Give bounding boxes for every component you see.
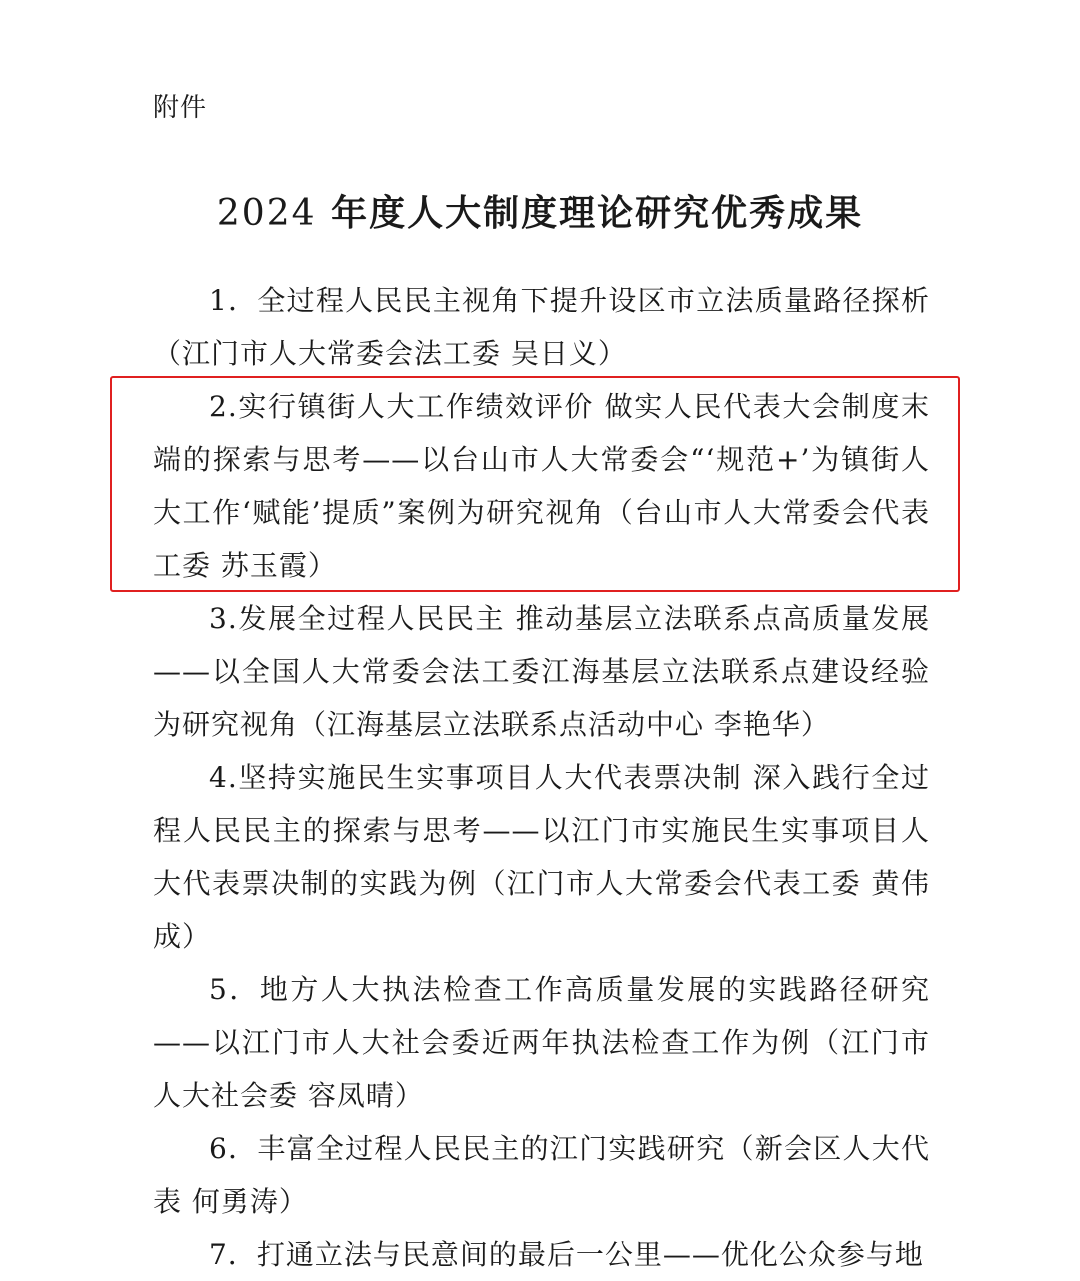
results-list [153, 274, 930, 1281]
list-item: 4.坚持实施民生实事项目人大代表票决制 深入践行全过程人民民主的探索与思考——以江门市实施民生实事项目人大代表票决制的实践为例（江门市人大常委会代表工委 黄伟成） [153, 761, 930, 953]
attachment-label: 附件 [153, 93, 208, 123]
list-item: 1．全过程人民民主视角下提升设区市立法质量路径探析（江门市人大常委会法工委 吴日义） [153, 284, 930, 370]
list-item: 7．打通立法与民意间的最后一公里——优化公众参与地 [209, 1238, 924, 1271]
page-title [0, 188, 1080, 240]
list-item: 3.发展全过程人民民主 推动基层立法联系点高质量发展——以全国人大常委会法工委江海基层立法联系点建设经验为研究视角（江海基层立法联系点活动中心 李艳华） [153, 602, 930, 741]
list-item: 6．丰富全过程人民民主的江门实践研究（新会区人大代表 何勇涛） [153, 1132, 930, 1218]
list-item: 5．地方人大执法检查工作高质量发展的实践路径研究——以江门市人大社会委近两年执法检查工作为例（江门市人大社会委 容凤晴） [153, 973, 930, 1112]
title-year: 2024 [216, 193, 317, 234]
list-item-highlighted: 2.实行镇街人大工作绩效评价 做实人民代表大会制度末端的探索与思考——以台山市人大常委会“‘规范+’为镇街人大工作‘赋能’提质”案例为研究视角（台山市人大常委会代表工委 苏玉霞） [153, 390, 930, 582]
title-text: 年度人大制度理论研究优秀成果 [331, 193, 864, 234]
